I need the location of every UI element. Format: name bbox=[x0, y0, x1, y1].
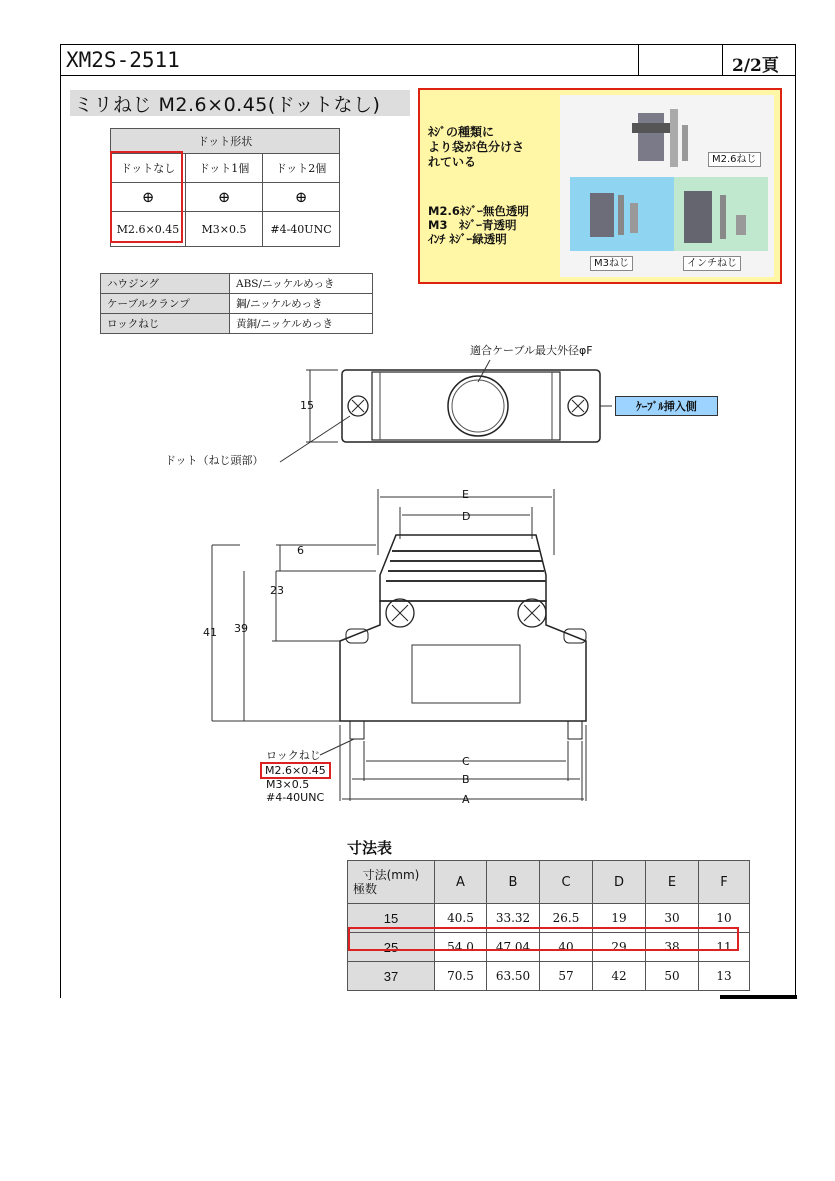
dim-value: 26.5 bbox=[540, 904, 593, 933]
col-header: C bbox=[540, 861, 593, 904]
page-title: ミリねじ M2.6×0.45(ドットなし) bbox=[74, 94, 381, 116]
dim-value: 40.5 bbox=[435, 904, 487, 933]
table-row bbox=[348, 962, 750, 991]
col-header: A bbox=[435, 861, 487, 904]
dim-41: 41 bbox=[203, 626, 217, 639]
dim-value: 63.50 bbox=[487, 962, 540, 991]
cable-diameter-label: 適合ケーブル最大外径φF bbox=[470, 344, 593, 357]
dim-23: 23 bbox=[270, 584, 284, 597]
col-header: E bbox=[646, 861, 699, 904]
dot-col-one: ドット1個 bbox=[186, 154, 263, 183]
col-header: F bbox=[699, 861, 750, 904]
corner-top: 寸法(mm) bbox=[362, 868, 420, 882]
dim-value: 29 bbox=[593, 933, 646, 962]
dim-D: D bbox=[462, 510, 471, 523]
dim-value: 11 bbox=[699, 933, 750, 962]
screw-head-two-dot-icon: ⊕ bbox=[263, 183, 340, 212]
legend-line: ｲﾝﾁ ﾈｼﾞｰ緑透明 bbox=[428, 232, 507, 246]
dot-table-header: ドット形状 bbox=[111, 129, 340, 154]
lock-spec: M3×0.5 bbox=[266, 778, 310, 791]
dot-val-two: #4-40UNC bbox=[263, 212, 340, 247]
dim-value: 50 bbox=[646, 962, 699, 991]
dot-head-label: ドット（ねじ頭部） bbox=[165, 454, 264, 467]
pole-count: 25 bbox=[348, 933, 435, 962]
dim-value: 10 bbox=[699, 904, 750, 933]
dim-15: 15 bbox=[300, 399, 314, 412]
col-header: D bbox=[593, 861, 646, 904]
tag-m3: M3ねじ bbox=[590, 256, 633, 271]
lock-spec-highlight: M2.6×0.45 bbox=[260, 762, 331, 779]
dim-table-corner bbox=[348, 861, 435, 904]
color-legend bbox=[428, 204, 529, 246]
highlight-no-dot bbox=[110, 151, 183, 243]
header-blank-cell bbox=[638, 44, 722, 76]
photo-note bbox=[428, 125, 524, 170]
pole-count: 37 bbox=[348, 962, 435, 991]
photo-note-line: より袋が色分けさ bbox=[428, 140, 525, 154]
dim-value: 70.5 bbox=[435, 962, 487, 991]
legend-line: M3 ﾈｼﾞｰ青透明 bbox=[428, 218, 517, 232]
dim-E: E bbox=[462, 488, 469, 501]
dim-C: C bbox=[462, 755, 470, 768]
dim-6: 6 bbox=[297, 544, 304, 557]
tag-m26: M2.6ねじ bbox=[708, 152, 761, 167]
dot-val-one: M3×0.5 bbox=[186, 212, 263, 247]
dim-value: 33.32 bbox=[487, 904, 540, 933]
dim-value: 30 bbox=[646, 904, 699, 933]
dim-value: 13 bbox=[699, 962, 750, 991]
mat-label: ケーブルクランプ bbox=[101, 294, 230, 314]
photo-note-line: ﾈｼﾞの種類に bbox=[428, 125, 495, 139]
dim-value: 47.04 bbox=[487, 933, 540, 962]
dim-value: 38 bbox=[646, 933, 699, 962]
corner-bottom: 極数 bbox=[353, 882, 378, 896]
dot-col-two: ドット2個 bbox=[263, 154, 340, 183]
legend-line: M2.6ﾈｼﾞｰ無色透明 bbox=[428, 204, 529, 218]
mat-value: 黄銅/ニッケルめっき bbox=[230, 314, 373, 334]
dot-col-none: ドットなし bbox=[111, 154, 186, 183]
dim-value: 19 bbox=[593, 904, 646, 933]
dim-value: 54.0 bbox=[435, 933, 487, 962]
dimension-table bbox=[347, 860, 750, 991]
dim-value: 57 bbox=[540, 962, 593, 991]
pole-count: 15 bbox=[348, 904, 435, 933]
document-id: XM2S-2511 bbox=[66, 48, 180, 72]
cable-insert-side-tag: ｹｰﾌﾞﾙ挿入側 bbox=[615, 396, 718, 416]
mat-label: ハウジング bbox=[101, 274, 230, 294]
frame-right-border bbox=[795, 76, 796, 998]
frame-bottom-mark bbox=[720, 995, 797, 999]
dimension-table-title: 寸法表 bbox=[347, 839, 393, 857]
mat-label: ロックねじ bbox=[101, 314, 230, 334]
dim-value: 42 bbox=[593, 962, 646, 991]
dim-A: A bbox=[462, 793, 470, 806]
tag-inch: インチねじ bbox=[683, 256, 741, 271]
dim-B: B bbox=[462, 773, 470, 786]
dim-39: 39 bbox=[234, 622, 248, 635]
lock-screw-label: ロックねじ bbox=[266, 749, 321, 762]
mat-value: ABS/ニッケルめっき bbox=[230, 274, 373, 294]
photo-note-line: れている bbox=[428, 155, 477, 169]
col-header: B bbox=[487, 861, 540, 904]
screw-head-one-dot-icon: ⊕ bbox=[186, 183, 263, 212]
page-number: 2/2頁 bbox=[732, 56, 779, 76]
frame-left-border bbox=[60, 76, 61, 998]
screw-head-icon: ⊕ bbox=[111, 183, 186, 212]
highlight-row-25 bbox=[348, 927, 739, 951]
screw-bag-photo bbox=[560, 95, 774, 277]
lock-spec: #4-40UNC bbox=[266, 791, 325, 804]
dim-value: 40 bbox=[540, 933, 593, 962]
mat-value: 鋼/ニッケルめっき bbox=[230, 294, 373, 314]
materials-table bbox=[100, 273, 373, 334]
dot-val-none: M2.6×0.45 bbox=[111, 212, 186, 247]
